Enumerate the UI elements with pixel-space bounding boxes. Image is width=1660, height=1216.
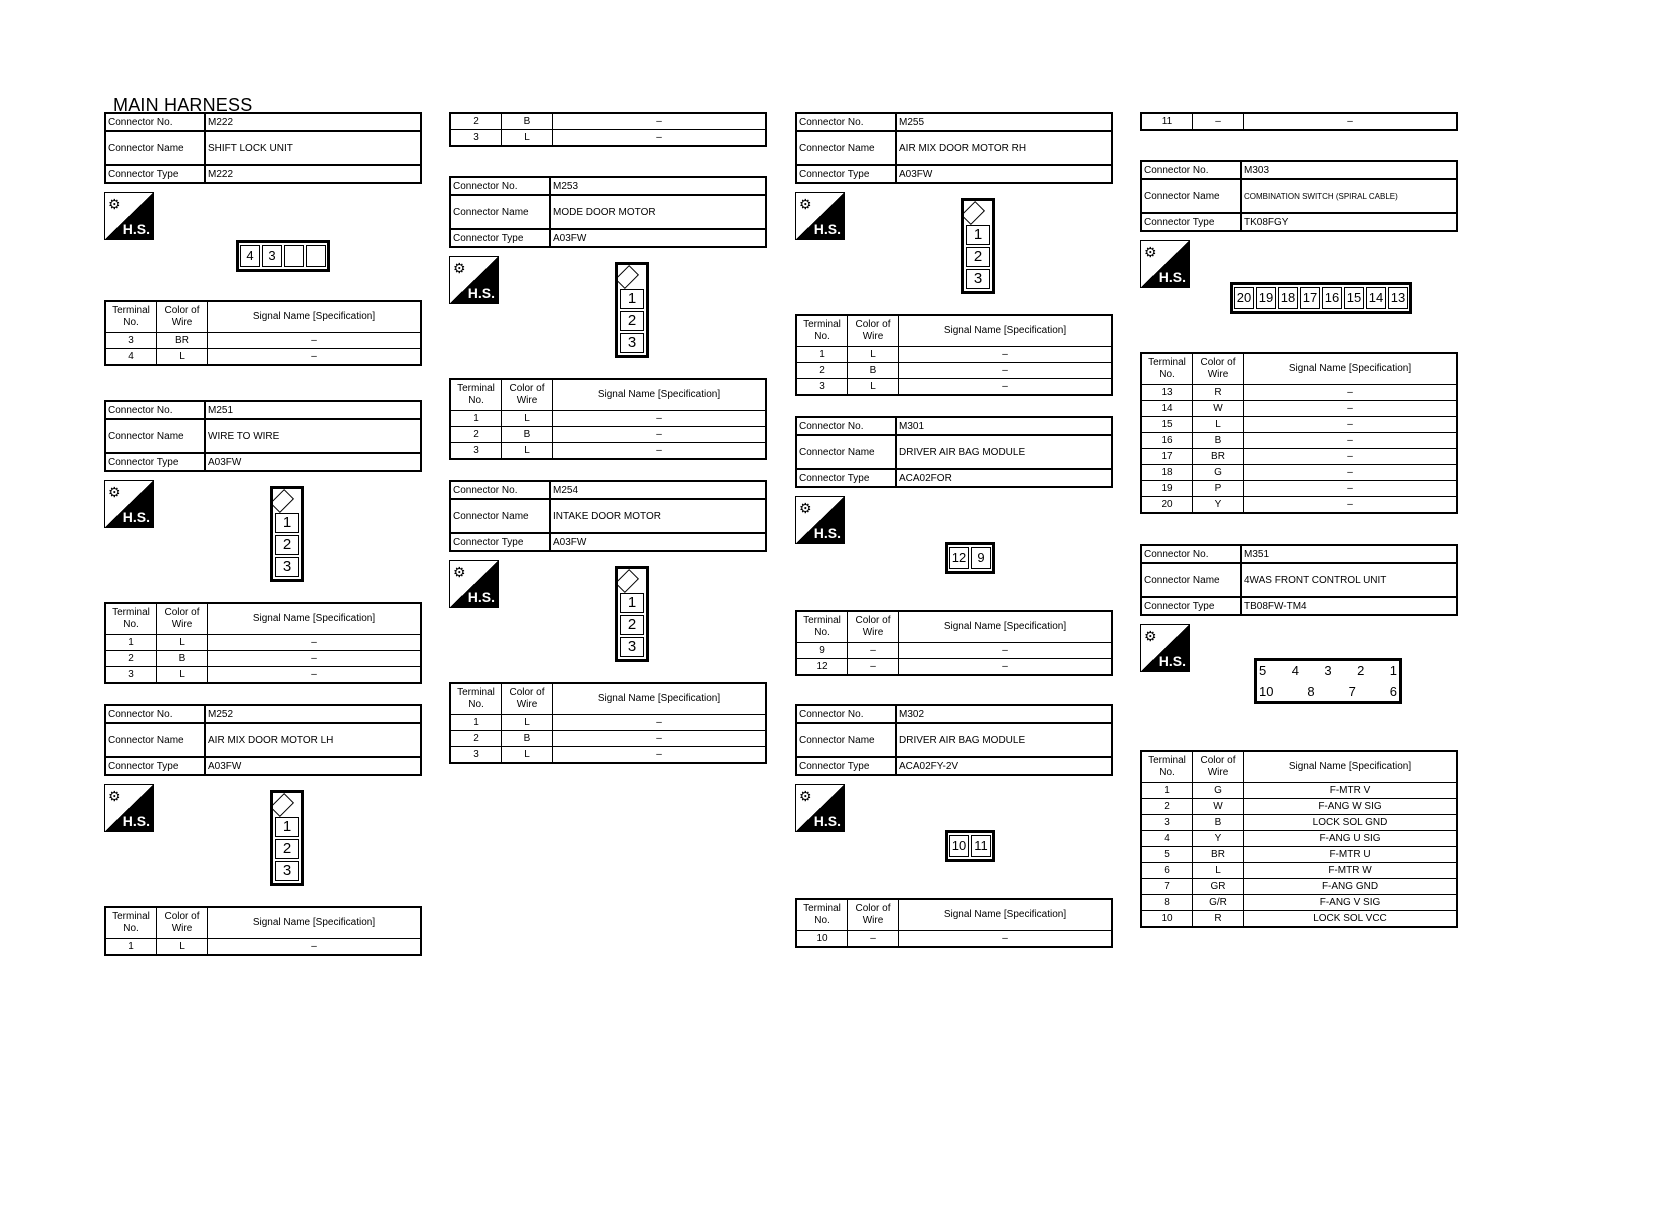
page-title: MAIN HARNESS (113, 95, 253, 115)
connector-m251: Connector No. M251 Connector Name WIRE TO WIRE Connector Type A03FW ⚙ H.S. 1 2 3 Terminal No. Color of Wire Signal Name [Specification] 1 L – 2 B – 3 L – (104, 400, 422, 684)
connector-m351: Connector No. M351 Connector Name 4WAS FRONT CONTROL UNIT Connector Type TB08FW-TM4 ⚙ H.S. 5 4 3 2 1 10 8 7 6 Terminal No. Color of Wire Signal Name [Specification] 1 G F-MTR V 2 W F-ANG W SIG 3 B LOCK SOL GND 4 Y F-ANG U SIG 5 BR F-MTR U 6 L F-MTR W 7 GR F-ANG GND 8 G/R F-ANG V SIG 10 R LOCK SOL VCC (1140, 544, 1458, 928)
connector-face: 4 3 (236, 240, 330, 272)
connector-m254: Connector No. M254 Connector Name INTAKE DOOR MOTOR Connector Type A03FW ⚙ H.S. 1 2 3 Terminal No. Color of Wire Signal Name [Specification] 1 L – 2 B – 3 L – (449, 480, 767, 764)
terminal-table: Terminal No. Color of Wire Signal Name [Specification] 3 BR – 4 L – (104, 300, 422, 366)
connector-m253: Connector No. M253 Connector Name MODE DOOR MOTOR Connector Type A03FW ⚙ H.S. 1 2 3 Terminal No. Color of Wire Signal Name [Specification] 1 L – 2 B – 3 L – (449, 176, 767, 460)
connector-m222: Connector No. M222 Connector Name SHIFT LOCK UNIT Connector Type M222 ⚙ H.S. 4 3 Terminal No. Color of Wire Signal Name [Specification] 3 BR – 4 L – (104, 112, 422, 366)
harness-side-icon: ⚙ H.S. (104, 480, 154, 528)
connector-m255: Connector No. M255 Connector Name AIR MIX DOOR MOTOR RH Connector Type A03FW ⚙ H.S. 1 2 3 Terminal No. Color of Wire Signal Name [Specification] 1 L – 2 B – 3 L – (795, 112, 1113, 396)
connector-m252-continued: 2 B – 3 L – (449, 112, 767, 147)
connector-m301: Connector No. M301 Connector Name DRIVER AIR BAG MODULE Connector Type ACA02FOR ⚙ H.S. 12 9 Terminal No. Color of Wire Signal Name [Specification] 9 – – 12 – – (795, 416, 1113, 676)
harness-side-icon: ⚙ H.S. (104, 784, 154, 832)
connector-m302-continued: 11 – – (1140, 112, 1458, 131)
connector-m303: Connector No. M303 Connector Name COMBINATION SWITCH (SPIRAL CABLE) Connector Type TK08FGY ⚙ H.S. 20 19 18 17 16 15 14 13 Terminal No. Color of Wire Signal Name [Specification] 13 R – 14 W – 15 L – 16 B – 17 BR – 18 G – 19 P – 20 Y – (1140, 160, 1458, 514)
connector-face: 1 2 3 (270, 486, 304, 582)
harness-side-icon: ⚙ H.S. (104, 192, 154, 240)
connector-m302: Connector No. M302 Connector Name DRIVER AIR BAG MODULE Connector Type ACA02FY-2V ⚙ H.S. 10 11 Terminal No. Color of Wire Signal Name [Specification] 10 – – (795, 704, 1113, 948)
connector-m252: Connector No. M252 Connector Name AIR MIX DOOR MOTOR LH Connector Type A03FW ⚙ H.S. 1 2 3 Terminal No. Color of Wire Signal Name [Specification] 1 L – (104, 704, 422, 956)
